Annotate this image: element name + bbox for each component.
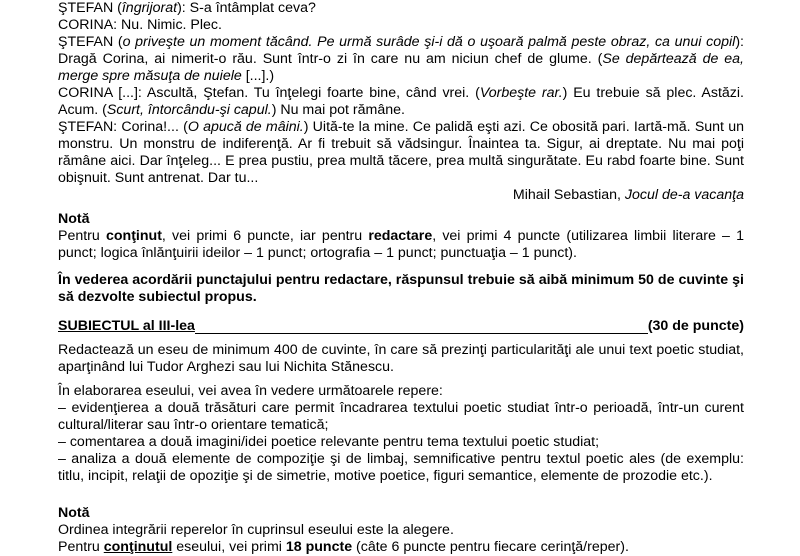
play-excerpt bbox=[58, 0, 744, 187]
source-citation bbox=[58, 187, 744, 204]
section3-bullet-2: – comentarea a două imagini/idei poetice relevante pentru tema textului poetic studiat; bbox=[58, 434, 600, 450]
play-line: ŞTEFAN (o priveşte un moment tăcând. Pe urmă surâde şi-i dă o uşoară palmă peste obraz, ca unui copil): Dragă Corina, ai nimerit-o rău. Sunt într-o zi în care nu am niciun chef de glume. (Se depărtează de ea, merge spre măsuţa de nuiele [...].) bbox=[58, 34, 744, 84]
section3-bullet-3: – analiza a două elemente de compoziţie şi de limbaj, semnificative pentru textul poetic ales (de exemplu: titlu, incipit, relaţii de opoziţie şi de simetrie, motive poetice, figuri semantice, elemente de prozodie etc.). bbox=[58, 451, 744, 484]
section3-task: Redactează un eseu de minimum 400 de cuvinte, în care să prezinţi particularităţi ale unui text poetic studiat, aparţinând lui Tudor Arghezi sau lui Nichita Stănescu. bbox=[58, 342, 744, 375]
play-line: ŞTEFAN (îngrijorat): S-a întâmplat ceva? bbox=[58, 0, 316, 16]
note2-heading: Notă bbox=[58, 505, 90, 521]
source-title: Jocul de-a vacanţa bbox=[624, 187, 744, 203]
section3-title: SUBIECTUL al III-lea bbox=[58, 318, 195, 334]
play-line: ŞTEFAN: Corina!... (O apucă de mâini.) Uită-te la mine. Ce palidă eşti azi. Ce obosită pari. Iartă-mă. Sunt un monstru. Un monstru de indiferenţă. Ar fi trebuit să vădsingur. Înaintea ta. Sigur, ai dreptate. Nu mai poţi rămâne aici. Dar înţeleg... E prea pustiu, prea multă tăcere, prea multă singurătate. Eu rabd foarte bine. Sunt obişnuit. Sunt antrenat. Dar tu... bbox=[58, 119, 744, 186]
note1-heading: Notă bbox=[58, 211, 90, 227]
section3-bullet-1: – evidenţierea a două trăsături care permit încadrarea textului poetic studiat într-o perioadă, într-un curent cultural/literar sau într-o orientare tematică; bbox=[58, 400, 744, 433]
section3-intro: În elaborarea eseului, vei avea în vedere următoarele repere: bbox=[58, 383, 443, 399]
note2-line1: Ordinea integrării reperelor în cuprinsul eseului este la alegere. bbox=[58, 522, 454, 538]
play-line: CORINA: Nu. Nimic. Plec. bbox=[58, 17, 222, 33]
section3-points: (30 de puncte) bbox=[647, 318, 744, 334]
document-body bbox=[58, 0, 744, 556]
play-line: CORINA [...]: Ascultă, Ştefan. Tu înţelegi foarte bine, când vrei. (Vorbeşte rar.) Eu trebuie să plec. Astăzi. Acum. (Scurt, întorcându-şi capul.) Nu mai pot rămâne. bbox=[58, 85, 744, 118]
source-author: Mihail Sebastian, bbox=[512, 187, 625, 203]
note1-text: Pentru conţinut, vei primi 6 puncte, iar pentru redactare, vei primi 4 puncte (utilizarea limbii literare – 1 punct; logica înlănţuirii ideilor – 1 punct; ortografia – 1 punct; punctuaţia – 1 punct). bbox=[58, 228, 744, 261]
note1-bold-rule: În vederea acordării punctajului pentru redactare, răspunsul trebuie să aibă minimum 50 de cuvinte şi să dezvolte subiectul propus. bbox=[58, 272, 744, 305]
section3-header bbox=[58, 318, 744, 335]
note2-line2: Pentru conţinutul eseului, vei primi 18 puncte (câte 6 puncte pentru fiecare cerinţă/reper). bbox=[58, 539, 629, 555]
